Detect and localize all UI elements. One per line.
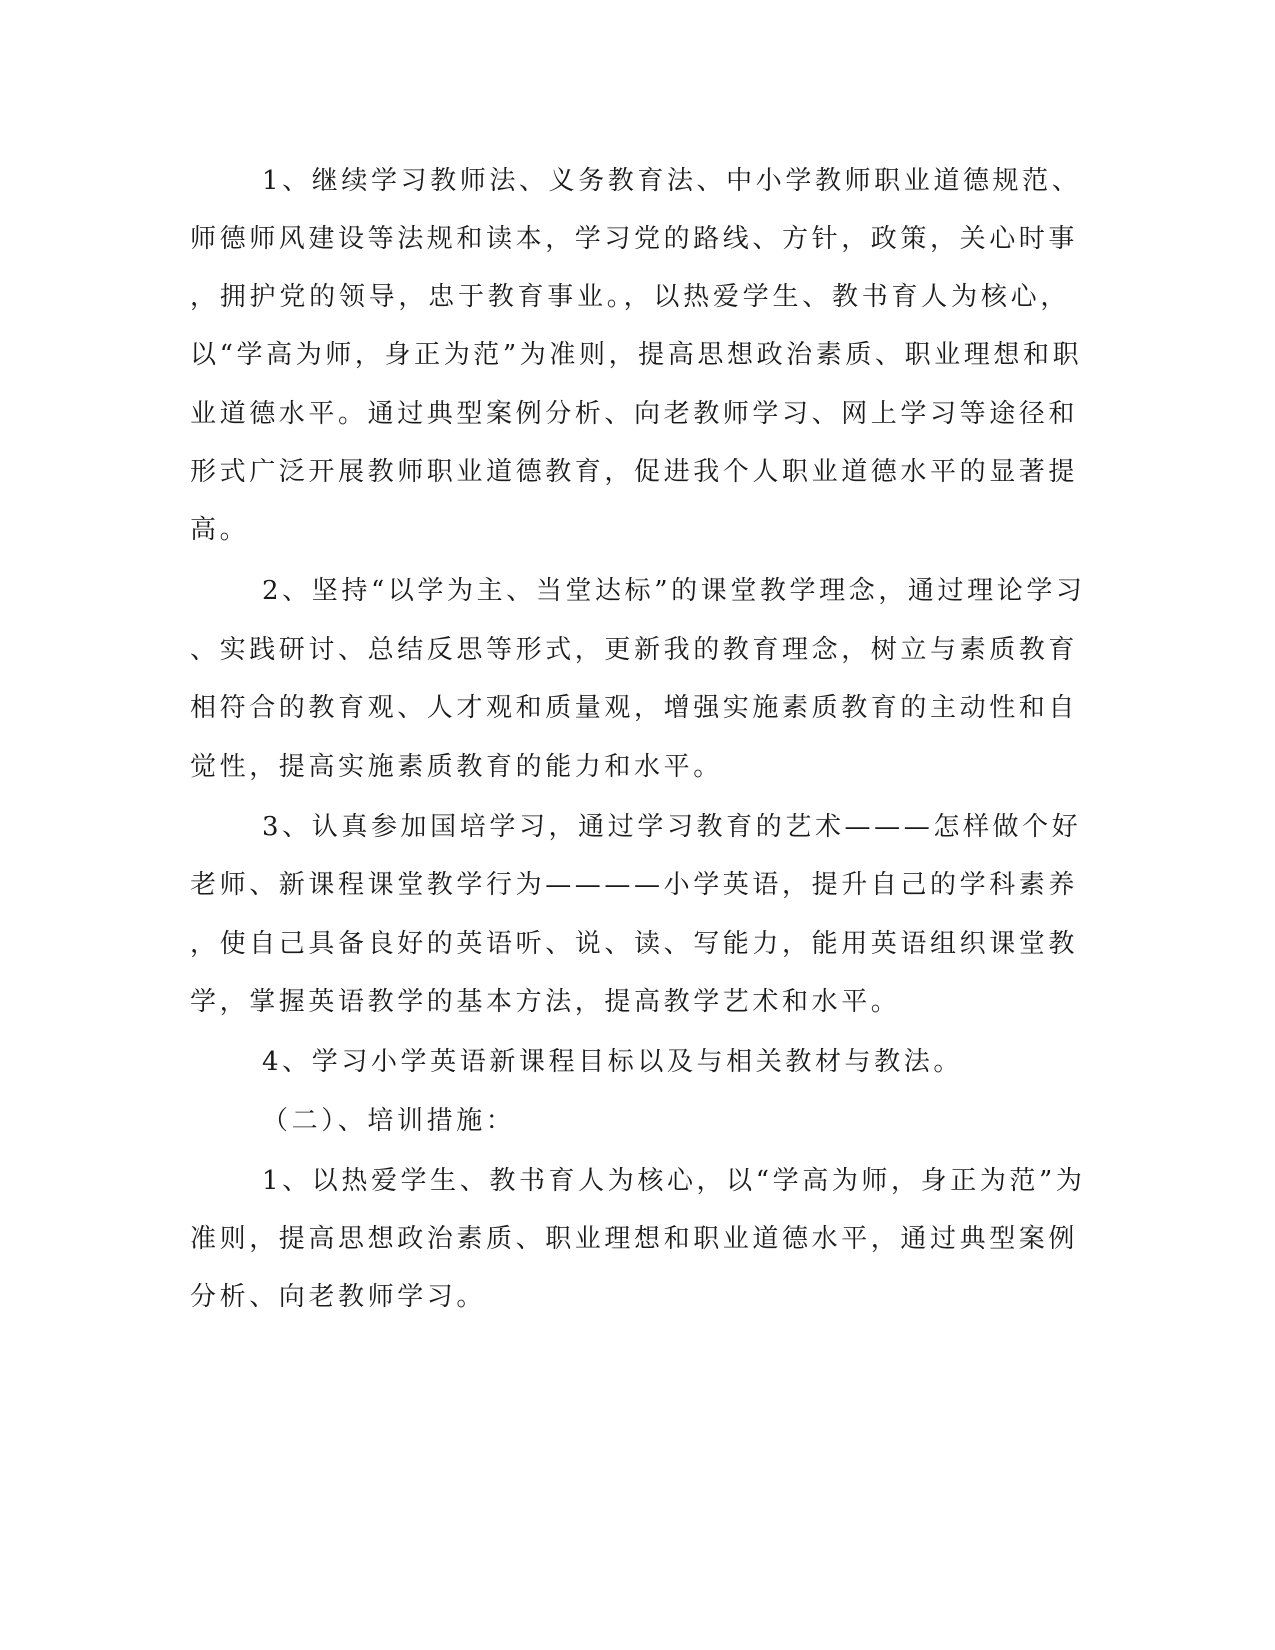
paragraph-4-line-1: 4、学习小学英语新课程目标以及与相关教材与教法。: [262, 1047, 963, 1077]
paragraph-2-line-2: 、实践研讨、总结反思等形式，更新我的教育理念，树立与素质教育: [190, 635, 1079, 665]
paragraph-1-line-4: 以“学高为师，身正为范”为准则，提高思想政治素质、职业理想和职: [190, 340, 1083, 370]
paragraph-1-line-7: 高。: [190, 515, 250, 545]
paragraph-1-line-3: ，拥护党的领导，忠于教育事业。，以热爱学生、教书育人为核心，: [190, 282, 1070, 312]
paragraph-2-line-1: 2、坚持“以学为主、当堂达标”的课堂教学理念，通过理论学习: [262, 576, 1086, 606]
paragraph-3-line-2: 老师、新课程课堂教学行为————小学英语，提升自己的学科素养: [190, 870, 1079, 900]
measure-1-line-1: 1、以热爱学生、教书育人为核心，以“学高为师，身正为范”为: [262, 1166, 1086, 1196]
measure-1-line-3: 分析、向老教师学习。: [190, 1282, 487, 1312]
paragraph-1-line-2: 师德师风建设等法规和读本，学习党的路线、方针，政策，关心时事: [190, 224, 1079, 254]
paragraph-3-line-3: ，使自己具备良好的英语听、说、读、写能力，能用英语组织课堂教: [190, 929, 1079, 959]
measure-1-line-2: 准则，提高思想政治素质、职业理想和职业道德水平，通过典型案例: [190, 1224, 1079, 1254]
paragraph-3-line-1: 3、认真参加国培学习，通过学习教育的艺术———怎样做个好: [262, 812, 1082, 842]
section-heading-training-measures: （二）、培训措施：: [262, 1106, 516, 1136]
paragraph-1-line-5: 业道德水平。通过典型案例分析、向老教师学习、网上学习等途径和: [190, 399, 1079, 429]
paragraph-3-line-4: 学，掌握英语教学的基本方法，提高教学艺术和水平。: [190, 987, 901, 1017]
paragraph-1-line-1: 1、继续学习教师法、义务教育法、中小学教师职业道德规范、: [262, 166, 1082, 196]
paragraph-2-line-4: 觉性，提高实施素质教育的能力和水平。: [190, 752, 723, 782]
paragraph-2-line-3: 相符合的教育观、人才观和质量观，增强实施素质教育的主动性和自: [190, 693, 1079, 723]
paragraph-1-line-6: 形式广泛开展教师职业道德教育，促进我个人职业道德水平的显著提: [190, 457, 1079, 487]
